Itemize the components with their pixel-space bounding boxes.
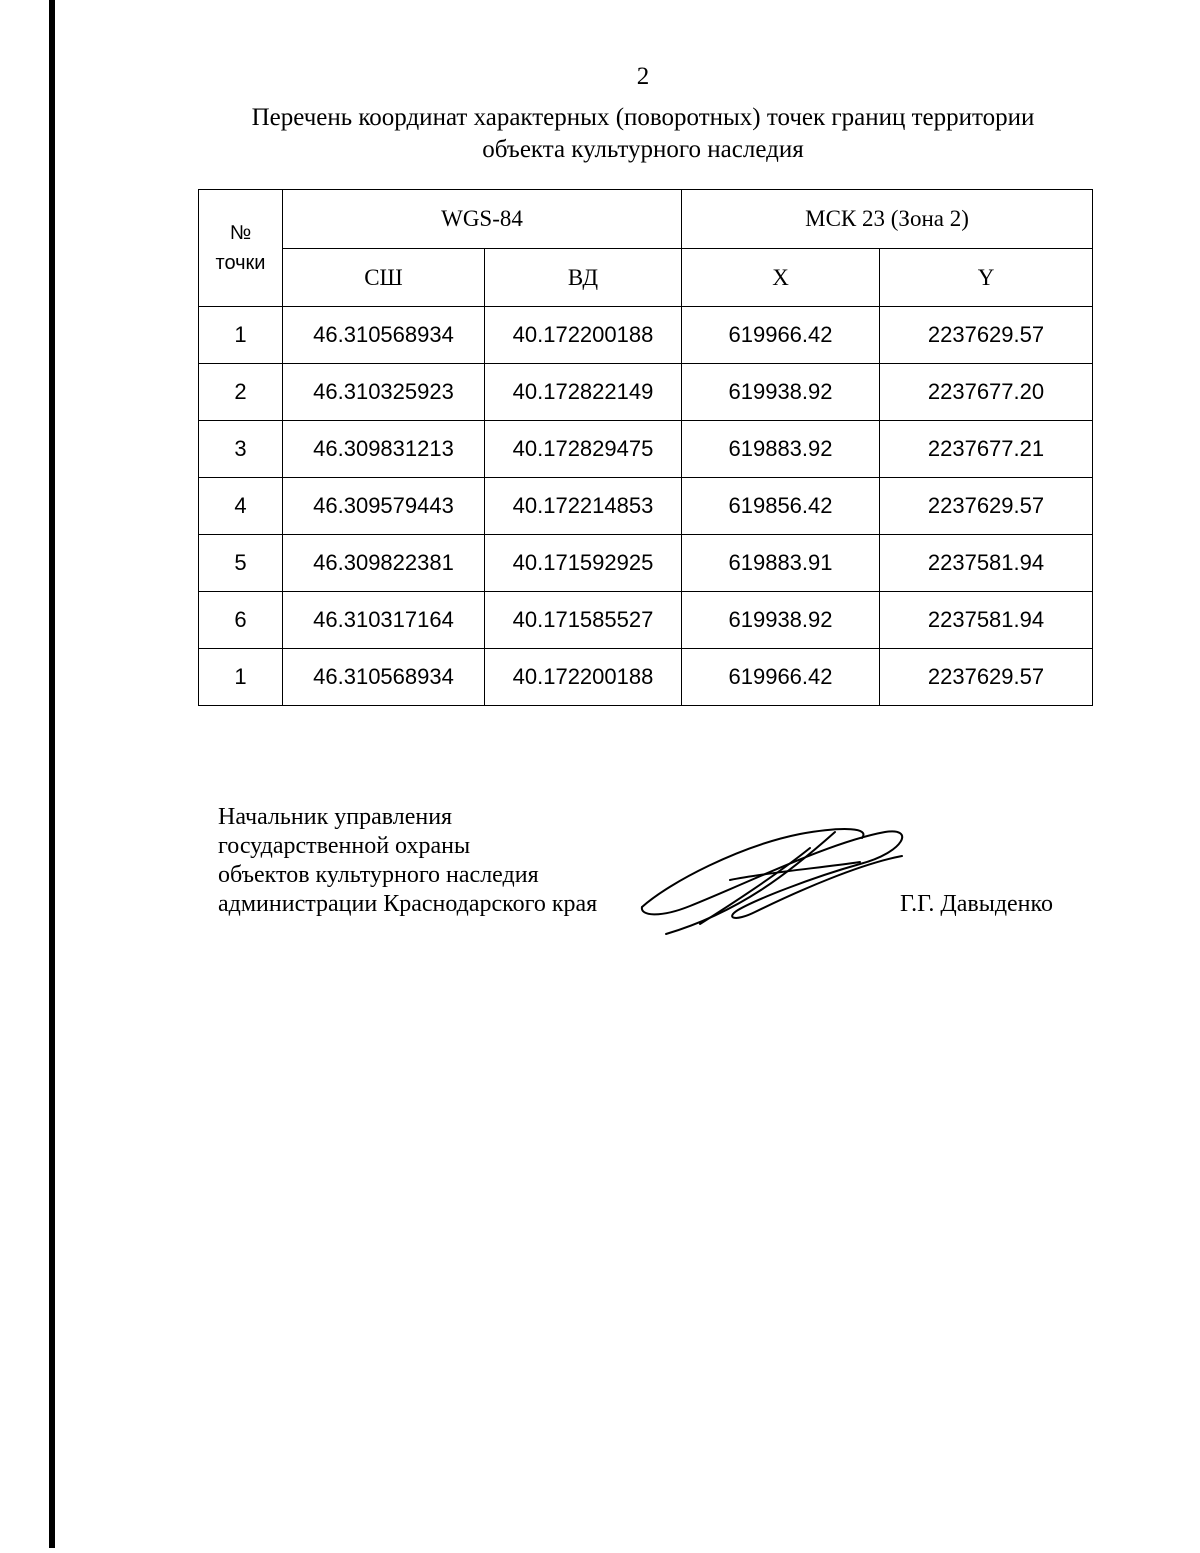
x-cell: 619883.92 bbox=[682, 421, 880, 478]
y-cell: 2237581.94 bbox=[880, 592, 1093, 649]
table-row bbox=[199, 478, 1093, 535]
point-number-cell: 1 bbox=[199, 307, 283, 364]
point-number-cell: 3 bbox=[199, 421, 283, 478]
longitude-cell: 40.172822149 bbox=[485, 364, 682, 421]
table-row bbox=[199, 649, 1093, 706]
x-cell: 619966.42 bbox=[682, 307, 880, 364]
y-cell: 2237629.57 bbox=[880, 649, 1093, 706]
coordinates-table bbox=[198, 189, 1093, 706]
latitude-cell: 46.309579443 bbox=[283, 478, 485, 535]
latitude-cell: 46.310568934 bbox=[283, 307, 485, 364]
signatory-line-3: объектов культурного наследия bbox=[218, 862, 539, 888]
wgs84-group-header: WGS-84 bbox=[283, 190, 682, 249]
longitude-cell: 40.172214853 bbox=[485, 478, 682, 535]
table-row bbox=[199, 421, 1093, 478]
point-number-header-symbol: № bbox=[229, 222, 252, 244]
table-row bbox=[199, 535, 1093, 592]
y-cell: 2237581.94 bbox=[880, 535, 1093, 592]
signatory-line-4: администрации Краснодарского края bbox=[218, 891, 598, 917]
y-cell: 2237629.57 bbox=[880, 307, 1093, 364]
point-number-cell: 6 bbox=[199, 592, 283, 649]
x-cell: 619883.91 bbox=[682, 535, 880, 592]
page-number: 2 bbox=[636, 63, 650, 90]
longitude-cell: 40.172200188 bbox=[485, 649, 682, 706]
point-number-cell: 4 bbox=[199, 478, 283, 535]
y-cell: 2237677.20 bbox=[880, 364, 1093, 421]
y-cell: 2237629.57 bbox=[880, 478, 1093, 535]
table-row bbox=[199, 592, 1093, 649]
latitude-cell: 46.310325923 bbox=[283, 364, 485, 421]
table-row bbox=[199, 364, 1093, 421]
latitude-cell: 46.310317164 bbox=[283, 592, 485, 649]
point-number-header bbox=[199, 190, 283, 307]
signatory-position bbox=[218, 803, 597, 919]
signatory-line-1: Начальник управления bbox=[218, 804, 453, 830]
table-header-row bbox=[199, 190, 1093, 249]
handwritten-signature bbox=[630, 812, 920, 942]
table-row bbox=[199, 307, 1093, 364]
point-number-cell: 5 bbox=[199, 535, 283, 592]
longitude-cell: 40.172200188 bbox=[485, 307, 682, 364]
document-title bbox=[0, 102, 1200, 166]
longitude-cell: 40.172829475 bbox=[485, 421, 682, 478]
y-header: Y bbox=[880, 249, 1093, 307]
y-cell: 2237677.21 bbox=[880, 421, 1093, 478]
longitude-cell: 40.171592925 bbox=[485, 535, 682, 592]
x-cell: 619966.42 bbox=[682, 649, 880, 706]
title-line-1: Перечень координат характерных (поворотных) точек границ территории bbox=[251, 104, 1035, 131]
longitude-header: ВД bbox=[485, 249, 682, 307]
longitude-cell: 40.171585527 bbox=[485, 592, 682, 649]
x-header: X bbox=[682, 249, 880, 307]
signer-name: Г.Г. Давыденко bbox=[900, 891, 1053, 917]
latitude-header: СШ bbox=[283, 249, 485, 307]
latitude-cell: 46.310568934 bbox=[283, 649, 485, 706]
x-cell: 619938.92 bbox=[682, 592, 880, 649]
x-cell: 619938.92 bbox=[682, 364, 880, 421]
latitude-cell: 46.309822381 bbox=[283, 535, 485, 592]
point-number-cell: 1 bbox=[199, 649, 283, 706]
signatory-line-2: государственной охраны bbox=[218, 833, 471, 859]
msk23-group-header: МСК 23 (Зона 2) bbox=[682, 190, 1093, 249]
title-line-2: объекта культурного наследия bbox=[482, 136, 804, 163]
point-number-cell: 2 bbox=[199, 364, 283, 421]
scan-page-edge bbox=[49, 0, 55, 1548]
point-number-header-label: точки bbox=[215, 252, 266, 274]
table-subheader-row bbox=[199, 249, 1093, 307]
latitude-cell: 46.309831213 bbox=[283, 421, 485, 478]
x-cell: 619856.42 bbox=[682, 478, 880, 535]
